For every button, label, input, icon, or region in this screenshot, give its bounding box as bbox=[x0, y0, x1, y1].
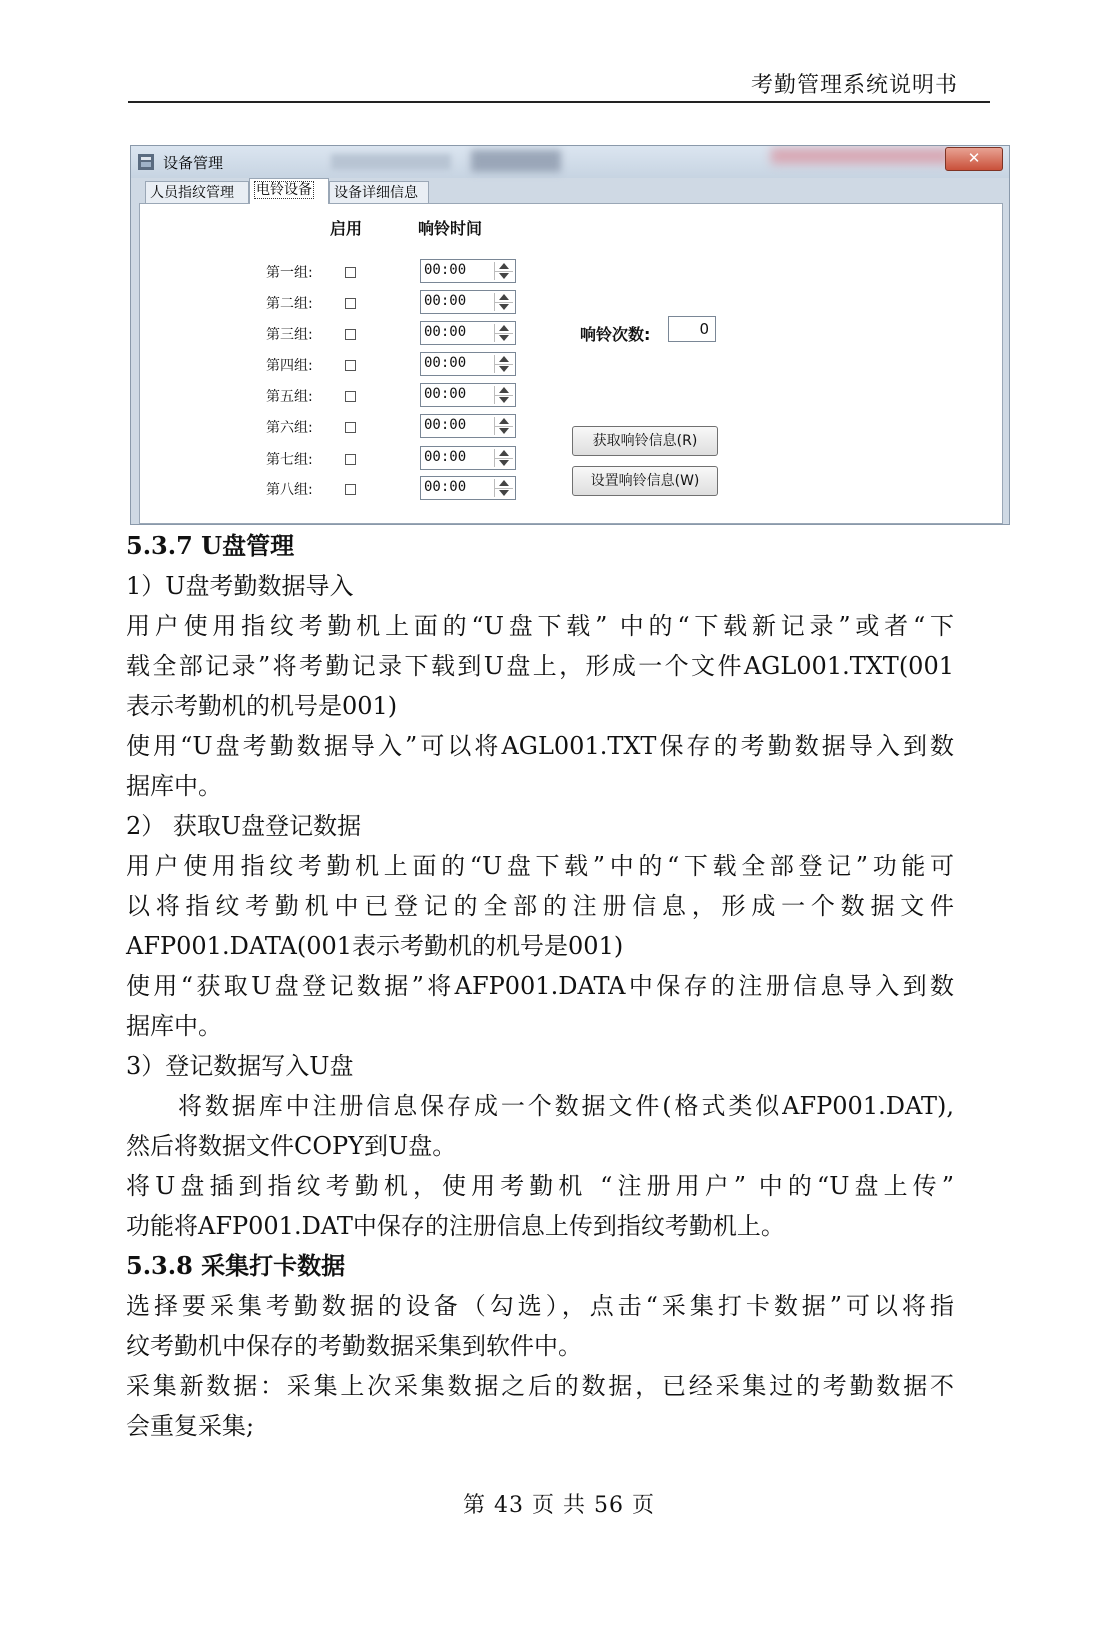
ring-count-label: 响铃次数: bbox=[580, 325, 651, 344]
group-enable-checkbox[interactable] bbox=[345, 298, 356, 309]
paragraph-line: 然后将数据文件COPY到U盘。 bbox=[126, 1132, 457, 1160]
app-icon bbox=[137, 153, 155, 171]
spin-buttons[interactable] bbox=[494, 479, 513, 497]
window-title: 设备管理 bbox=[163, 154, 224, 172]
group-label: 第七组: bbox=[266, 452, 313, 468]
page-footer: 第 43 页 共 56 页 bbox=[463, 1493, 655, 1518]
ring-time-input[interactable] bbox=[420, 446, 516, 470]
ring-time-value: 00:00 bbox=[424, 262, 467, 278]
spin-buttons[interactable] bbox=[494, 417, 513, 435]
close-button[interactable]: ✕ bbox=[945, 147, 1003, 171]
ring-time-value: 00:00 bbox=[424, 449, 467, 465]
bell-settings-panel bbox=[139, 203, 1003, 524]
paragraph-line: 以将指纹考勤机中已登记的全部的注册信息，形成一个数据文件 bbox=[126, 892, 954, 920]
ring-time-value: 00:00 bbox=[424, 355, 467, 371]
ring-time-input[interactable] bbox=[420, 259, 516, 283]
group-label: 第六组: bbox=[266, 420, 313, 436]
paragraph-line: 采集新数据：采集上次采集数据之后的数据，已经采集过的考勤数据不 bbox=[126, 1372, 954, 1400]
spin-buttons[interactable] bbox=[494, 262, 513, 280]
title-bar bbox=[131, 146, 1009, 178]
paragraph-line: 用户使用指纹考勤机上面的“U盘下载”中的“下载全部登记”功能可 bbox=[126, 852, 954, 880]
paragraph-line: 载全部记录”将考勤记录下载到U盘上，形成一个文件AGL001.TXT(001 bbox=[126, 652, 954, 680]
ring-time-column-header: 响铃时间 bbox=[418, 219, 483, 238]
paragraph-line: 将数据库中注册信息保存成一个数据文件(格式类似AFP001.DAT), bbox=[178, 1092, 954, 1120]
paragraph-line: 选择要采集考勤数据的设备（勾选），点击“采集打卡数据”可以将指 bbox=[126, 1292, 954, 1320]
paragraph-line: 会重复采集; bbox=[126, 1412, 255, 1440]
enable-column-header: 启用 bbox=[330, 219, 363, 238]
paragraph-line: 据库中。 bbox=[126, 1012, 222, 1040]
ring-time-value: 00:00 bbox=[424, 417, 467, 433]
tab-device-details[interactable]: 设备详细信息 bbox=[329, 181, 429, 203]
paragraph-line: 功能将AFP001.DAT中保存的注册信息上传到指纹考勤机上。 bbox=[126, 1212, 785, 1240]
group-enable-checkbox[interactable] bbox=[345, 267, 356, 278]
spin-buttons[interactable] bbox=[494, 386, 513, 404]
ring-time-input[interactable] bbox=[420, 414, 516, 438]
tab-label: 电铃设备 bbox=[256, 182, 312, 198]
group-label: 第三组: bbox=[266, 327, 313, 343]
group-enable-checkbox[interactable] bbox=[345, 454, 356, 465]
ring-time-value: 00:00 bbox=[424, 293, 467, 309]
paragraph-line: 将U盘插到指纹考勤机，使用考勤机 “注册用户” 中的“U盘上传” bbox=[126, 1172, 954, 1200]
group-label: 第一组: bbox=[266, 265, 313, 281]
group-enable-checkbox[interactable] bbox=[345, 422, 356, 433]
spin-buttons[interactable] bbox=[494, 293, 513, 311]
ring-time-input[interactable] bbox=[420, 383, 516, 407]
group-label: 第二组: bbox=[266, 296, 313, 312]
ring-time-input[interactable] bbox=[420, 290, 516, 314]
section-heading-5-3-8: 5.3.8 采集打卡数据 bbox=[126, 1251, 346, 1280]
header-rule bbox=[128, 101, 990, 103]
ring-time-value: 00:00 bbox=[424, 386, 467, 402]
ring-time-input[interactable] bbox=[420, 476, 516, 500]
paragraph-line: 纹考勤机中保存的考勤数据采集到软件中。 bbox=[126, 1332, 582, 1360]
document-body bbox=[126, 526, 954, 1446]
group-enable-checkbox[interactable] bbox=[345, 360, 356, 371]
list-item-heading: 1）U盘考勤数据导入 bbox=[126, 572, 354, 600]
device-management-window bbox=[130, 145, 1010, 525]
paragraph-line: 使用“获取U盘登记数据”将AFP001.DATA中保存的注册信息导入到数 bbox=[126, 972, 954, 1000]
ring-time-input[interactable] bbox=[420, 352, 516, 376]
set-ring-info-button[interactable]: 设置响铃信息(W) bbox=[572, 466, 718, 496]
group-label: 第五组: bbox=[266, 389, 313, 405]
paragraph-line: 据库中。 bbox=[126, 772, 222, 800]
group-label: 第八组: bbox=[266, 482, 313, 498]
blurred-region bbox=[471, 150, 561, 172]
get-ring-info-button[interactable]: 获取响铃信息(R) bbox=[572, 426, 718, 456]
group-enable-checkbox[interactable] bbox=[345, 484, 356, 495]
spin-buttons[interactable] bbox=[494, 355, 513, 373]
paragraph-line: 使用“U盘考勤数据导入”可以将AGL001.TXT保存的考勤数据导入到数 bbox=[126, 732, 954, 760]
paragraph-line: 表示考勤机的机号是001) bbox=[126, 692, 398, 720]
document-header-title: 考勤管理系统说明书 bbox=[750, 73, 958, 98]
blurred-region bbox=[771, 148, 951, 164]
spin-buttons[interactable] bbox=[494, 324, 513, 342]
tab-bell-device[interactable] bbox=[249, 178, 329, 204]
group-label: 第四组: bbox=[266, 358, 313, 374]
group-enable-checkbox[interactable] bbox=[345, 329, 356, 340]
ring-count-input[interactable]: 0 bbox=[668, 316, 716, 342]
tab-fingerprint-management[interactable]: 人员指纹管理 bbox=[145, 181, 249, 203]
section-heading-5-3-7: 5.3.7 U盘管理 bbox=[126, 531, 295, 560]
list-item-heading: 3）登记数据写入U盘 bbox=[126, 1052, 354, 1080]
paragraph-line: AFP001.DATA(001表示考勤机的机号是001) bbox=[126, 932, 624, 960]
window-edge bbox=[131, 202, 137, 524]
ring-time-value: 00:00 bbox=[424, 479, 467, 495]
blurred-region bbox=[331, 154, 451, 170]
list-item-heading: 2） 获取U盘登记数据 bbox=[126, 812, 362, 840]
tab-strip bbox=[139, 178, 1009, 202]
ring-time-input[interactable] bbox=[420, 321, 516, 345]
paragraph-line: 用户使用指纹考勤机上面的“U盘下载” 中的“下载新记录”或者“下 bbox=[126, 612, 954, 640]
ring-time-value: 00:00 bbox=[424, 324, 467, 340]
spin-buttons[interactable] bbox=[494, 449, 513, 467]
group-enable-checkbox[interactable] bbox=[345, 391, 356, 402]
